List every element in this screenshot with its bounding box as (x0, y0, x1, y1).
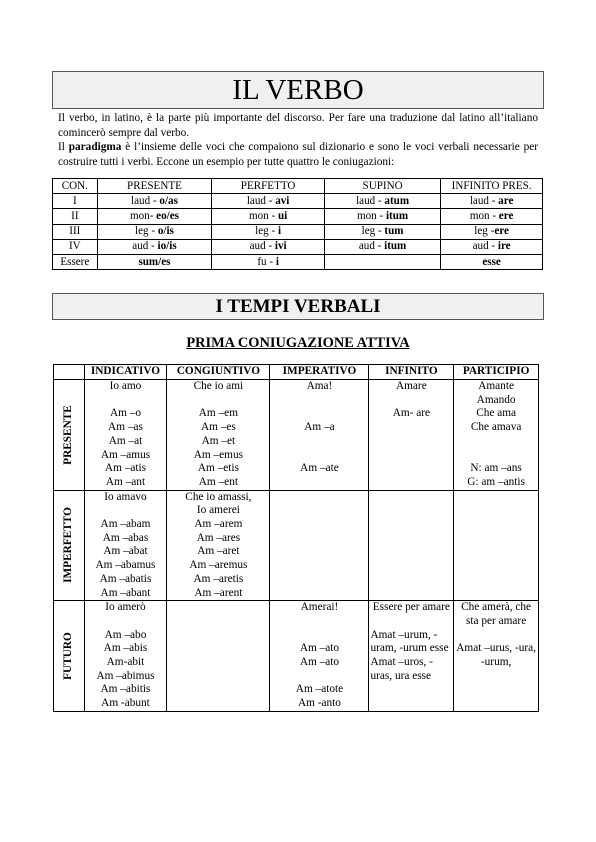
conj-cell: aud - ire (441, 239, 543, 254)
tense-cell: Ama! Am –a Am –ate (270, 380, 369, 491)
conj-cell: Essere (53, 254, 98, 269)
tense-cell: Che io amassi, Io amerei Am –arem Am –ares Am –aret Am –aremus Am –aretis Am –arent (167, 490, 270, 601)
conj-row (53, 224, 543, 239)
conj-cell: laud - atum (324, 194, 440, 209)
tense-row (54, 380, 539, 491)
tense-cell (270, 490, 369, 601)
tense-cell: Essere per amare Amat –urum, -uram, -urum esse Amat –uros, -uras, ura esse (369, 601, 454, 712)
tense-cell: Amare Am- are (369, 380, 454, 491)
page-title: IL VERBO (52, 71, 544, 109)
tense-row (54, 490, 539, 601)
conj-header-cell: INFINITO PRES. (441, 179, 543, 194)
conj-cell: mon - ui (212, 209, 325, 224)
conj-cell: I (53, 194, 98, 209)
conj-cell: III (53, 224, 98, 239)
tense-header-cell: PARTICIPIO (454, 365, 539, 380)
conj-header-cell: SUPINO (324, 179, 440, 194)
tense-cell (369, 490, 454, 601)
conj-cell: laud - avi (212, 194, 325, 209)
tense-row-label: IMPERFETTO (54, 490, 85, 601)
conj-cell (324, 254, 440, 269)
conj-cell: II (53, 209, 98, 224)
tense-cell: Amante Amando Che ama Che amava N: am –ans G: am –antis (454, 380, 539, 491)
tense-cell: Che io ami Am –em Am –es Am –et Am –emus Am –etis Am –ent (167, 380, 270, 491)
conj-row (53, 239, 543, 254)
conj-cell: leg - tum (324, 224, 440, 239)
conj-cell: laud - o/as (97, 194, 212, 209)
conj-cell: mon- eo/es (97, 209, 212, 224)
conj-row (53, 194, 543, 209)
tense-cell (454, 490, 539, 601)
tense-header-cell: INDICATIVO (84, 365, 167, 380)
tense-row-label: PRESENTE (54, 380, 85, 491)
intro-paragraph-1: Il verbo, in latino, è la parte più importante del discorso. Per fare una traduzione dal latino all’italiano comincerò sempre dal verbo. (58, 112, 538, 139)
corner-cell (54, 365, 85, 380)
conj-cell: aud - ivi (212, 239, 325, 254)
intro-paragraph-2: Il paradigma è l’insieme delle voci che compaiono sul dizionario e sono le voci verbali necessarie per costruire tutti i verbi. Eccone un esempio per tutte quattro le coniugazioni: (58, 141, 538, 168)
conj-cell: leg - o/is (97, 224, 212, 239)
section-subtitle: PRIMA CONIUGAZIONE ATTIVA (186, 335, 410, 351)
conj-cell: sum/es (97, 254, 212, 269)
tense-row (54, 601, 539, 712)
tense-header-cell: IMPERATIVO (270, 365, 369, 380)
tense-cell: Che amerà, che sta per amare Amat –urus, -ura, -urum, (454, 601, 539, 712)
conj-cell: leg - i (212, 224, 325, 239)
conj-header-cell: PRESENTE (97, 179, 212, 194)
tense-cell: Io amavo Am –abam Am –abas Am –abat Am –abamus Am –abatis Am –abant (84, 490, 167, 601)
conj-cell: aud - itum (324, 239, 440, 254)
conj-cell: IV (53, 239, 98, 254)
tense-header-cell: CONGIUNTIVO (167, 365, 270, 380)
conj-cell: mon - ere (441, 209, 543, 224)
tense-header-cell: INFINITO (369, 365, 454, 380)
conj-row (53, 254, 543, 269)
conj-cell: esse (441, 254, 543, 269)
conj-cell: laud - are (441, 194, 543, 209)
conj-row (53, 209, 543, 224)
intro-text (58, 111, 538, 169)
conj-cell: leg -ere (441, 224, 543, 239)
tense-cell: Io amerò Am –abo Am –abis Am-abit Am –abimus Am –abitis Am -abunt (84, 601, 167, 712)
tense-cell: Amerai! Am –ato Am –ato Am –atote Am -anto (270, 601, 369, 712)
conj-header-cell: PERFETTO (212, 179, 325, 194)
tense-row-label: FUTURO (54, 601, 85, 712)
conjugation-table (52, 178, 543, 270)
tense-table (53, 364, 539, 712)
section-title: I TEMPI VERBALI (52, 293, 544, 320)
conj-cell: mon - itum (324, 209, 440, 224)
conj-cell: fu - i (212, 254, 325, 269)
conj-cell: aud - io/is (97, 239, 212, 254)
paradigma-term: paradigma (68, 141, 122, 154)
conj-header-cell: CON. (53, 179, 98, 194)
tense-cell (167, 601, 270, 712)
tense-cell: Io amo Am –o Am –as Am –at Am –amus Am –atis Am –ant (84, 380, 167, 491)
